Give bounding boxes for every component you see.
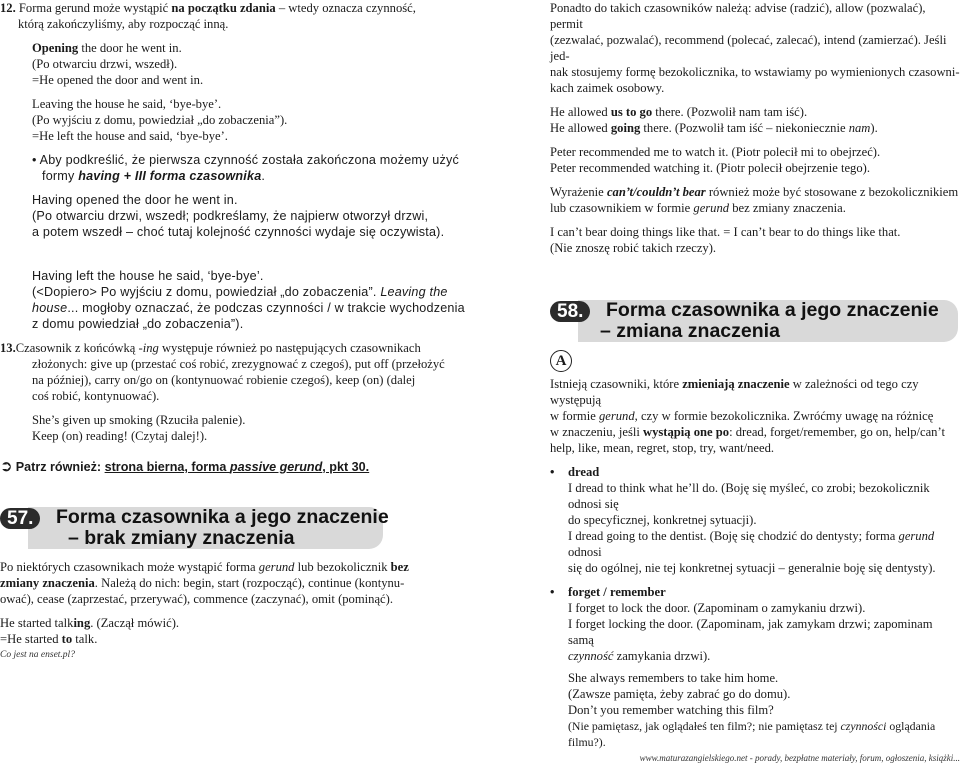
item-12-line-1: [0, 0, 472, 16]
translation-line: z domu powiedział „do zobaczenia”).: [32, 317, 244, 331]
paragraph-line: ować), cease (zaprzestać, przerywać), commence (zaczynać), omit (pominąć).: [0, 592, 393, 606]
example-line: I can’t bear doing things like that. = I can’t bear to do things like that.: [550, 225, 901, 239]
intro-line: kach zaimek osobowy.: [550, 81, 665, 95]
text: : dread, forget/remember, go on, help/can’t: [729, 425, 945, 439]
example-line: =He left the house and said, ‘bye-bye’.: [32, 129, 228, 143]
text: He allowed: [550, 121, 611, 135]
text: the door he went in.: [78, 41, 182, 55]
arrow-icon: ➲: [0, 457, 13, 475]
section-58-heading: [550, 300, 960, 342]
paragraph-line: [550, 424, 960, 440]
text: .: [261, 169, 266, 183]
text: , czy w formie bezokolicznika. Zwróćmy uwagę na różnicę: [634, 409, 934, 423]
italic: gerund: [598, 409, 635, 423]
item-13-line: coś robić, kontynuować).: [32, 389, 160, 403]
list-item-line: (Zawsze pamięta, żeby zabrać go do domu).: [568, 687, 791, 701]
translation-line: (Po otwarciu drzwi, wszedł; podkreślamy, że najpierw otworzył drzwi,: [32, 209, 429, 223]
text: ... mogłoby oznaczać, że podczas czynności / w trakcie wychodzenia: [67, 301, 465, 315]
emphasis: can’t/couldn’t bear: [606, 185, 706, 199]
paragraph-line: help, like, mean, regret, stop, try, want/need.: [550, 441, 775, 455]
example-line: Having opened the door he went in.: [32, 193, 238, 207]
italic: gerund: [258, 560, 295, 574]
paragraph-line: [0, 559, 472, 575]
emphasis: bez: [390, 560, 409, 574]
footer-left[interactable]: Co jest na enset.pl?: [0, 650, 75, 660]
emphasis: going: [610, 121, 641, 135]
text: występuje również po następujących czasownikach: [158, 341, 421, 355]
example-line: Having left the house he said, ‘bye-bye’.: [32, 269, 264, 283]
list-item-line: She always remembers to take him home.: [568, 671, 779, 685]
item-13-line: na później), carry on/go on (kontynuować robienie czegoś), keep (on) (dalej: [32, 373, 416, 387]
intro-line: (zezwalać, pozwalać), recommend (polecać, zalecać), intend (zamierzać). Jeśli jed-: [550, 33, 947, 63]
emphasis: us to go: [610, 105, 653, 119]
note-line: [0, 168, 472, 184]
example-line: Peter recommended watching it. (Piotr polecił obejrzenie tego).: [550, 161, 870, 175]
example-line: Keep (on) reading! (Czytaj dalej!).: [32, 429, 208, 443]
translation-line: [0, 284, 472, 300]
emphasis: to: [61, 632, 73, 646]
paragraph-line: [550, 200, 960, 216]
paragraph-line: [550, 408, 960, 424]
paragraph-line: [0, 575, 472, 591]
text: talk.: [72, 632, 98, 646]
translation-line: (Po wyjściu z domu, powiedział „do zobaczenia”).: [32, 113, 288, 127]
text: lub czasownikiem w formie: [550, 201, 694, 215]
item-13-line: złożonych: give up (przestać coś robić, zrezygnować z czegoś), put off (przełożyć: [32, 357, 445, 371]
list-item-line: Don’t you remember watching this film?: [568, 703, 774, 717]
text: również może być stosowane z bezokolicznikiem: [705, 185, 959, 199]
emphasis: na początku zdania: [171, 1, 276, 15]
example-line: [0, 631, 472, 647]
italic: nam: [848, 121, 871, 135]
text: . Należą do nich: begin, start (rozpocząć), continue (kontynu-: [94, 576, 405, 590]
emphasis: ing: [73, 616, 91, 630]
example-line: [550, 104, 960, 120]
example-line: Peter recommended me to watch it. (Piotr polecił mi to obejrzeć).: [550, 145, 881, 159]
text: Wyrażenie: [550, 185, 607, 199]
text: . (Zaczął mówić).: [90, 616, 180, 630]
italic: czynności: [840, 719, 887, 733]
example-line: Leaving the house he said, ‘bye-bye’.: [32, 97, 222, 111]
example-line: =He opened the door and went in.: [32, 73, 204, 87]
text: there. (Pozwolił nam tam iść).: [652, 105, 808, 119]
bullet-icon: •: [550, 465, 555, 479]
text: ).: [870, 121, 878, 135]
subsection-marker: A: [550, 350, 572, 372]
section-title-line-2: – brak zmiany znaczenia: [68, 527, 295, 549]
text: w formie: [550, 409, 599, 423]
list-item-head: forget / remember: [568, 585, 666, 599]
note-line: • Aby podkreślić, że pierwsza czynność została zakończona możemy użyć: [32, 153, 459, 167]
example-line: [550, 120, 960, 136]
text: I dread going to the dentist. (Boję się chodzić do dentysty; forma: [568, 529, 899, 543]
emphasis: wystąpią one po: [643, 425, 730, 439]
item-12-line-2: którą zakończyliśmy, aby rozpocząć inną.: [18, 17, 229, 31]
list-item-line: I dread to think what he’ll do. (Boję się myśleć, co zrobi; bezokolicznik odnosi się: [568, 481, 930, 511]
italic: house: [32, 301, 68, 315]
item-number: 12.: [0, 1, 16, 15]
text: Po niektórych czasownikach może wystąpić forma: [0, 560, 259, 574]
example-line: [0, 40, 472, 56]
emphasis: having + III forma czasownika: [78, 169, 262, 183]
emphasis: zmieniają znaczenie: [682, 377, 790, 391]
text: formy: [42, 169, 79, 183]
translation-line: [0, 300, 472, 316]
text: =He started: [0, 632, 62, 646]
section-number-badge: 58.: [550, 301, 590, 322]
intro-line: nak stosujemy formę bezokolicznika, to wstawiamy po wymienionych czasowni-: [550, 65, 960, 79]
list-item-line: [568, 648, 960, 664]
text: He started talk: [0, 616, 74, 630]
text: (<Dopiero> Po wyjściu z domu, powiedział „do zobaczenia”.: [32, 285, 381, 299]
see-also: [0, 458, 472, 475]
item-number: 13.: [0, 341, 16, 355]
text: bez zmiany znaczenia.: [729, 201, 846, 215]
italic: czynność: [568, 649, 614, 663]
list-item-line: [568, 528, 960, 560]
text: Istnieją czasowniki, które: [550, 377, 683, 391]
example-line: [0, 615, 472, 631]
list-item: [550, 464, 960, 576]
intro-line: Ponadto do takich czasowników należą: advise (radzić), allow (pozwalać), permit: [550, 1, 926, 31]
see-also-link[interactable]: strona bierna, forma passive gerund, pkt 30.: [104, 460, 370, 474]
italic: gerund: [693, 201, 730, 215]
section-title-line-1: Forma czasownika a jego znaczenie: [606, 299, 939, 321]
paragraph-line: [550, 376, 960, 408]
text: w znaczeniu, jeśli: [550, 425, 644, 439]
text: zamykania drzwi).: [613, 649, 711, 663]
list-item-line: do specyficznej, konkretnej sytuacji).: [568, 513, 757, 527]
list-item-line: [568, 718, 960, 750]
list-item-head: dread: [568, 465, 600, 479]
list-item-line: I forget locking the door. (Zapominam, jak zamykam drzwi; zapominam samą: [568, 617, 933, 647]
section-number-badge: 57.: [0, 508, 40, 529]
italic: gerund: [898, 529, 935, 543]
emphasis: Opening: [32, 41, 79, 55]
translation-line: (Nie znoszę robić takich rzeczy).: [550, 241, 717, 255]
emphasis: zmiany znaczenia: [0, 576, 95, 590]
example-line: She’s given up smoking (Rzuciła palenie).: [32, 413, 246, 427]
translation-line: a potem wszedł – choć tutaj kolejność czynności wydaje się oczywista).: [32, 225, 445, 239]
list-item-line: I forget to lock the door. (Zapominam o zamykaniu drzwi).: [568, 601, 866, 615]
translation-line: (Po otwarciu drzwi, wszedł).: [32, 57, 178, 71]
list-item-line: się do ogólnej, nie tej konkretnej sytuacji – generalnie boję się dentysty).: [568, 561, 936, 575]
footer-right[interactable]: www.maturazangielskiego.net - porady, bezpłatne materiały, forum, ogłoszenia, książki...: [639, 753, 960, 763]
text: He allowed: [550, 105, 611, 119]
text: Czasownik z końcówką: [15, 341, 139, 355]
text: w zależności od tego czy występują: [550, 377, 919, 407]
see-also-label: Patrz również:: [15, 460, 105, 474]
text: lub bezokolicznik: [294, 560, 391, 574]
text: (Nie pamiętasz, jak oglądałeś ten film?; nie pamiętasz tej: [568, 719, 841, 733]
paragraph-line: [550, 184, 960, 200]
text: odnosi: [568, 545, 602, 559]
text: oglądania filmu?).: [568, 719, 936, 749]
italic: -ing: [138, 341, 159, 355]
section-title-line-2: – zmiana znaczenia: [600, 320, 780, 342]
item-13-line-1: [0, 340, 472, 356]
section-title-line-1: Forma czasownika a jego znaczenie: [56, 506, 389, 528]
right-column: [550, 0, 960, 766]
section-57-heading: [0, 507, 472, 549]
italic: Leaving the: [380, 285, 448, 299]
left-column: [0, 0, 472, 663]
list-item: [550, 584, 960, 750]
text: – wtedy oznacza czynność,: [275, 1, 416, 15]
bullet-icon: •: [550, 585, 555, 599]
text: there. (Pozwolił tam iść – niekoniecznie: [640, 121, 849, 135]
text: Forma gerund może wystąpić: [18, 1, 172, 15]
